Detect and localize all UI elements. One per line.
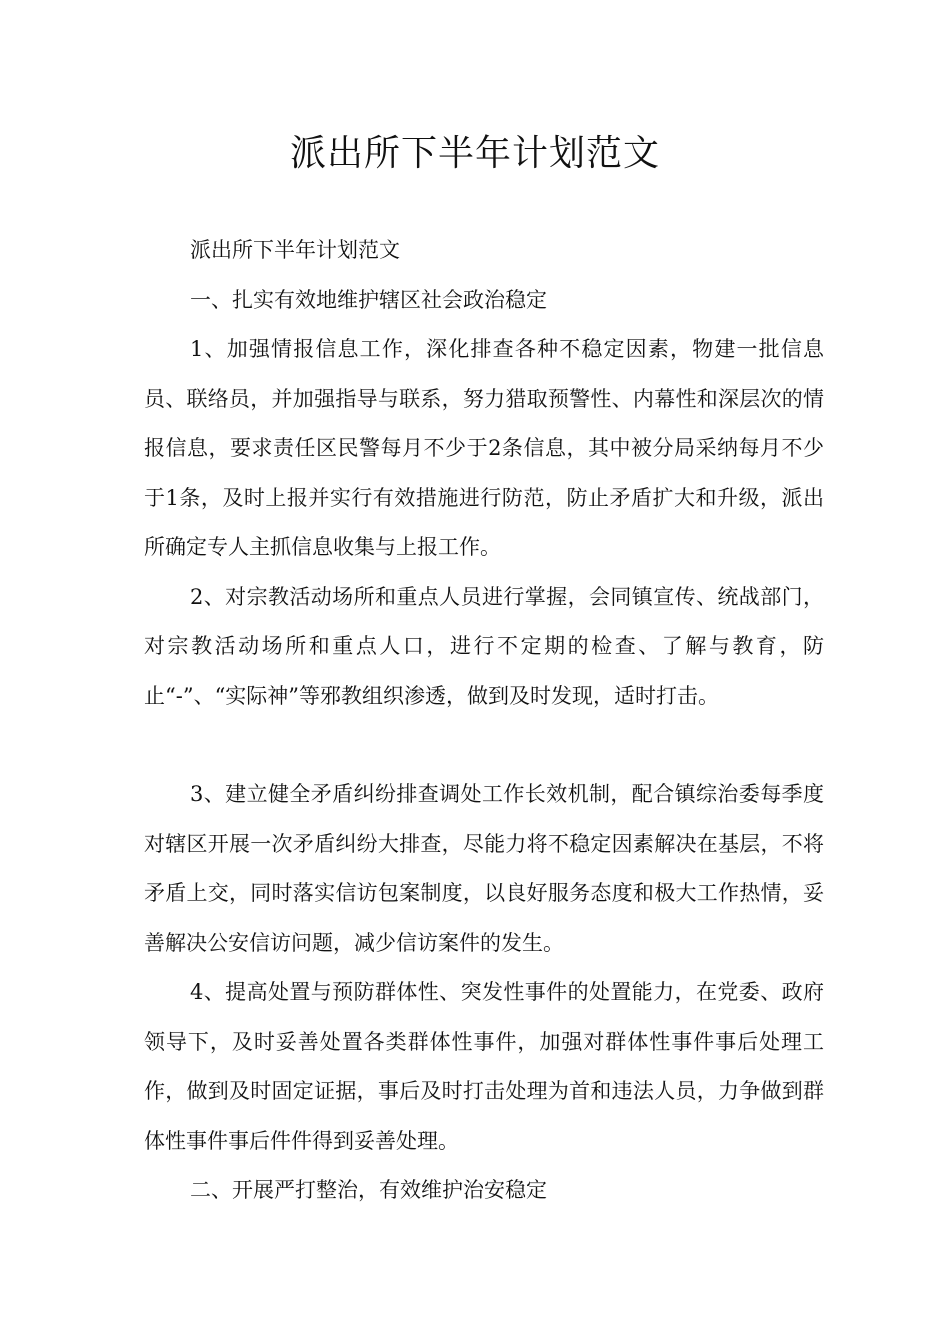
document-title: 派出所下半年计划范文 [289, 133, 660, 174]
paragraph-item-1: 1、加强情报信息工作，深化排查各种不稳定因素，物建一批信息员、联络员，并加强指导与联系，努力猎取预警性、内幕性和深层次的情报信息，要求责任区民警每月不少于2条信息，其中被分局采纳每月不少于1条，及时上报并实行有效措施进行防范，防止矛盾扩大和升级，派出所确定专人主抓信息收集与上报工作。 [144, 337, 824, 559]
section-heading-2: 二、开展严打整治，有效维护治安稳定 [190, 1178, 547, 1202]
paragraph-item-3: 3、建立健全矛盾纠纷排查调处工作长效机制，配合镇综治委每季度对辖区开展一次矛盾纠纷大排查，尽能力将不稳定因素解决在基层，不将矛盾上交，同时落实信访包案制度，以良好服务态度和极大工作热情，妥善解决公安信访问题，减少信访案件的发生。 [144, 782, 824, 955]
paragraph-heading-repeat: 派出所下半年计划范文 [190, 238, 400, 262]
paragraph-item-4: 4、提高处置与预防群体性、突发性事件的处置能力，在党委、政府领导下，及时妥善处置各类群体性事件，加强对群体性事件事后处理工作，做到及时固定证据，事后及时打击处理为首和违法人员，力争做到群体性事件事后件件得到妥善处理。 [144, 980, 824, 1153]
blank-line [144, 721, 824, 770]
document-body [144, 226, 824, 1216]
section-heading-1: 一、扎实有效地维护辖区社会政治稳定 [190, 287, 547, 312]
paragraph-item-2: 2、对宗教活动场所和重点人员进行掌握，会同镇宣传、统战部门，对宗教活动场所和重点人口，进行不定期的检查、了解与教育，防止“-”、“实际神”等邪教组织渗透，做到及时发现，适时打击。 [144, 584, 824, 708]
